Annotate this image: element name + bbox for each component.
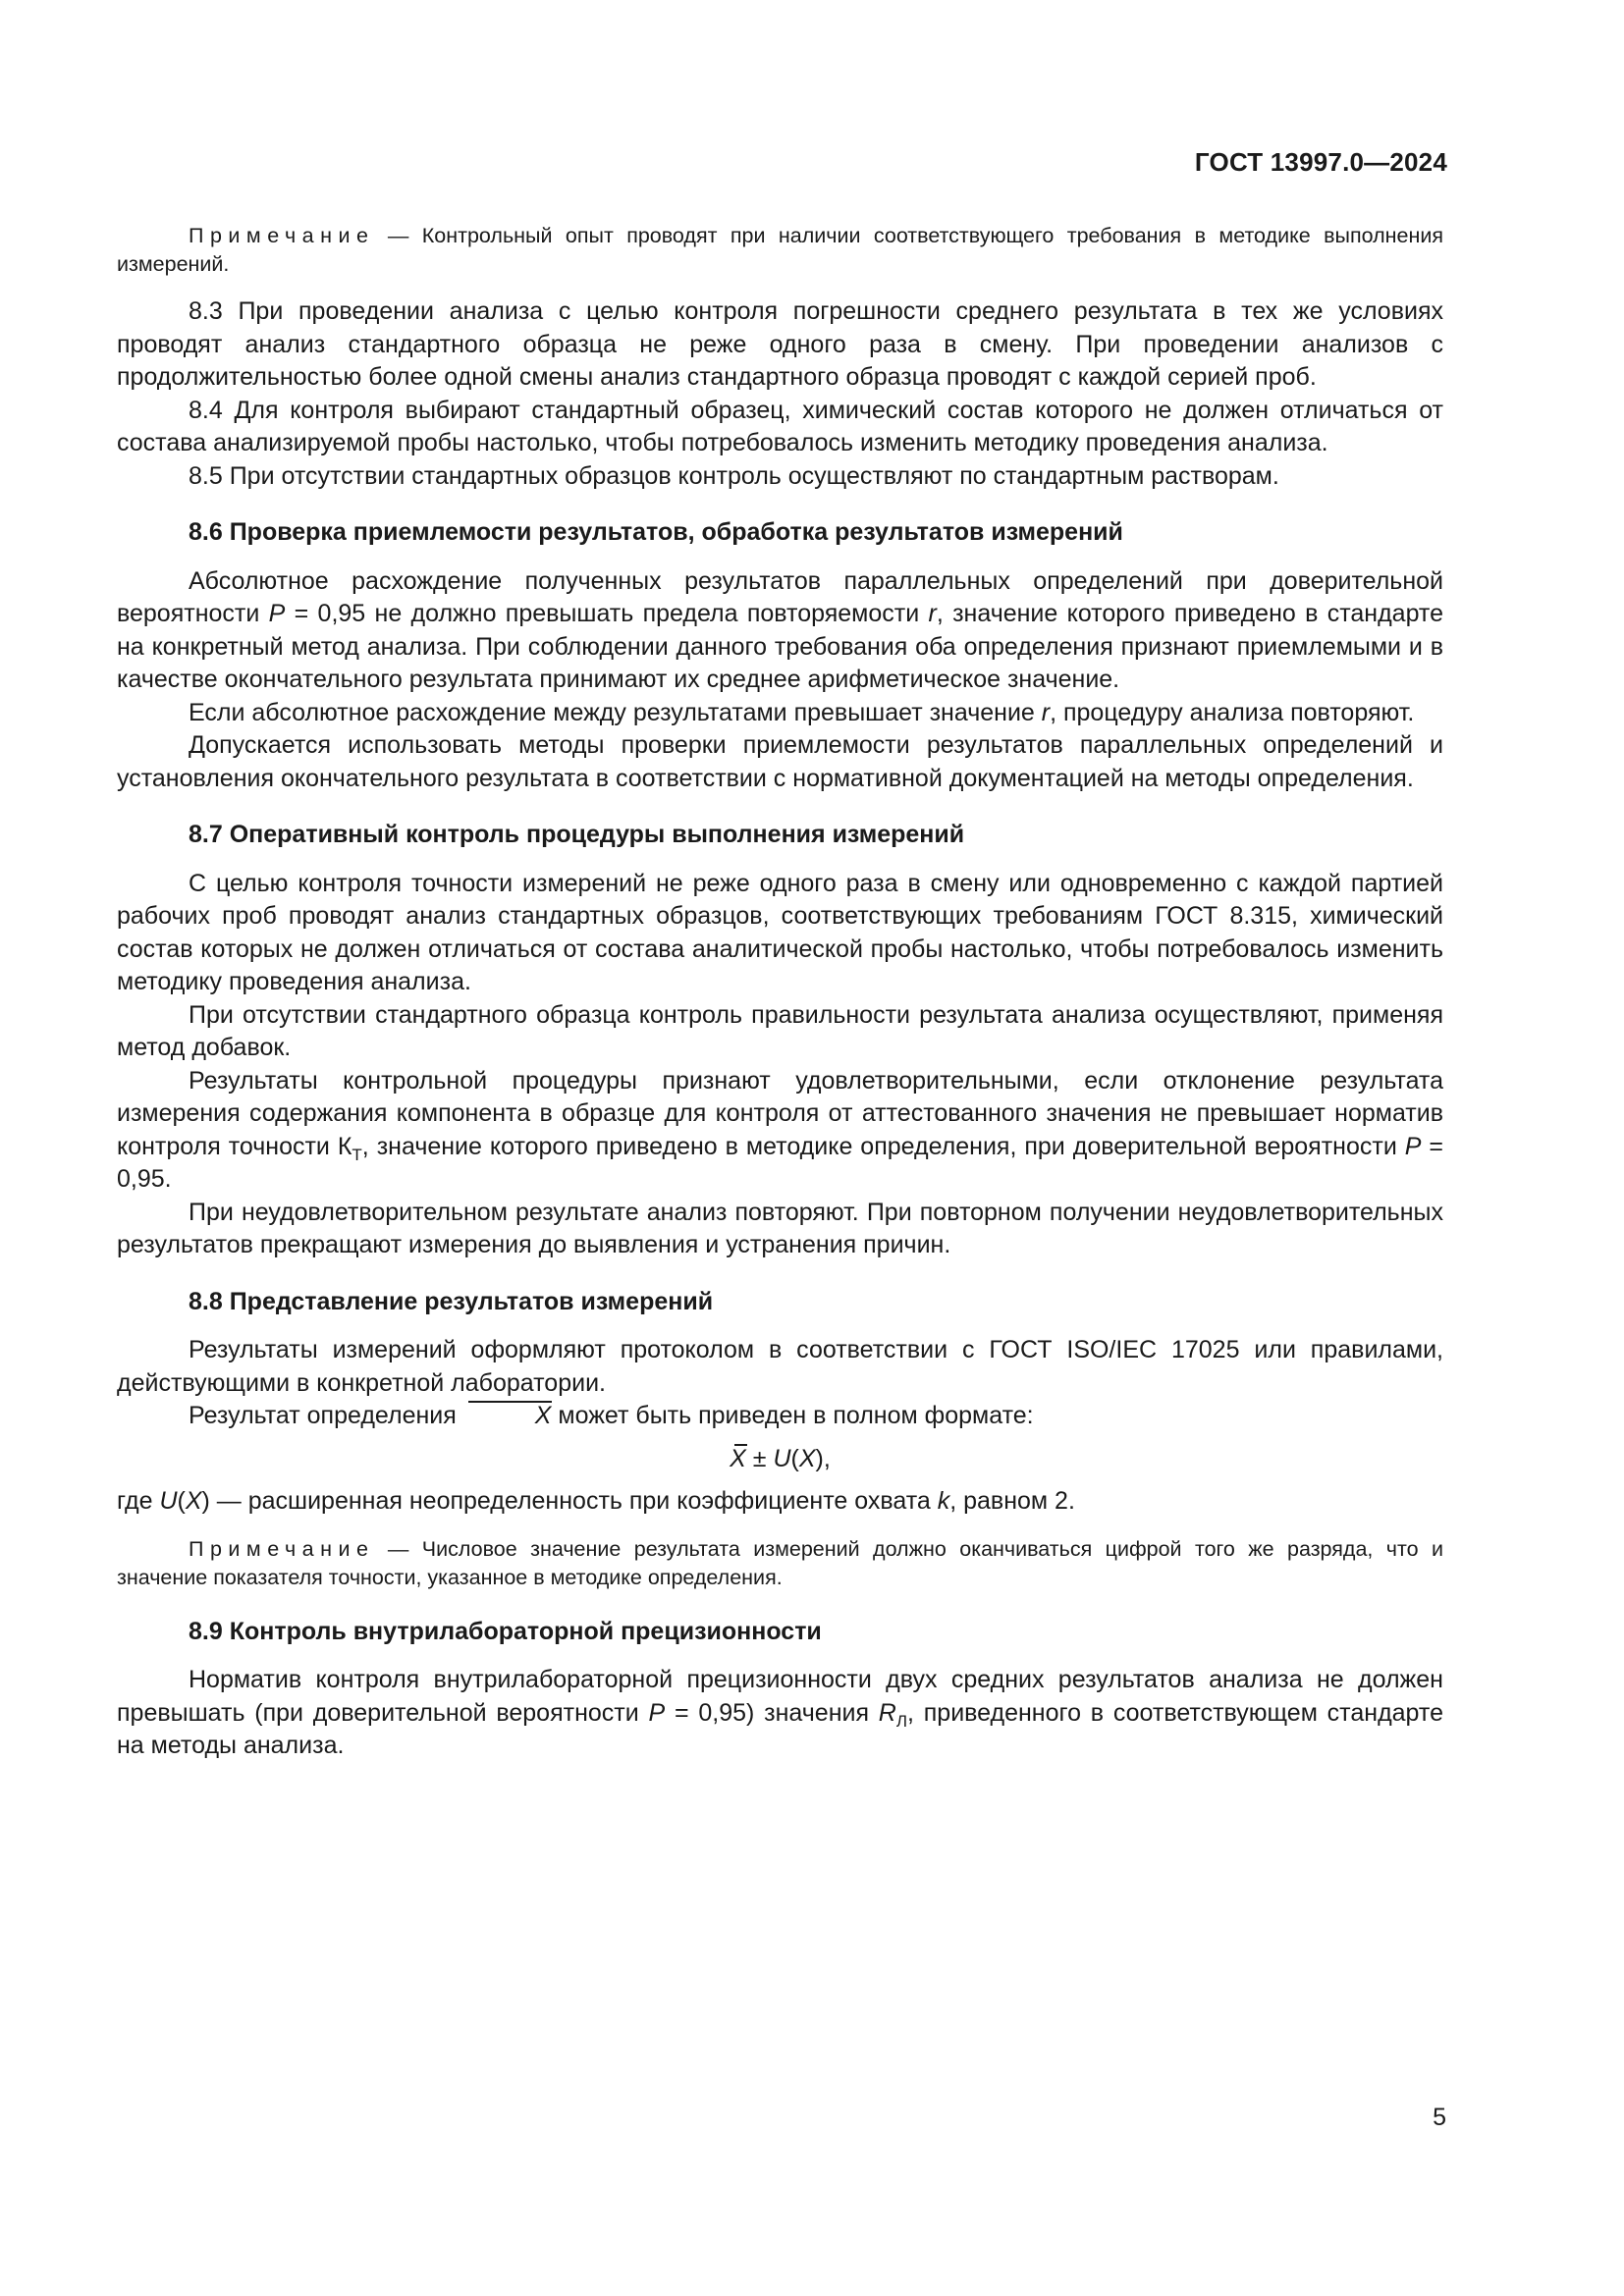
note-label: Примечание [189, 224, 375, 247]
clause-8-4: 8.4 Для контроля выбирают стандартный образец, химический состав которого не должен отличаться от состава анализируемой пробы настолько, чтобы потребовалось изменить методику проведения анализа. [117, 396, 1443, 456]
clause-8-5: 8.5 При отсутствии стандартных образцов контроль осуществляют по стандартным растворам. [189, 461, 1279, 490]
document-body [117, 222, 1443, 1763]
clause-8-7-paragraph-3: Результаты контрольной процедуры признают удовлетворительными, если отклонение результата измерения содержания компонента в образце для контроля от аттестованного значения не превышает норматив контроля точности $К_Т$, значение которого приведено в методике определения, при доверительной вероятности P = 0,95. [117, 1066, 1443, 1193]
heading-8-7: 8.7 Оперативный контроль процедуры выполнения измерений [189, 821, 965, 848]
clause-8-3: 8.3 При проведении анализа с целью контроля погрешности среднего результата в тех же условиях проводят анализ стандартного образца не реже одного раза в смену. При проведении анализов с продолжительностью более одной смены анализ стандартного образца проводят с каждой серией проб. [117, 297, 1443, 391]
clause-8-9-paragraph-1: Норматив контроля внутрилабораторной прецизионности двух средних результатов анализа не должен превышать (при доверительной вероятности P = 0,95) значения $R_Л$, приведенного в соответствующем стандарте на методы анализа. [117, 1666, 1443, 1759]
note-numeric-value [117, 1535, 1443, 1592]
heading-8-9: 8.9 Контроль внутрилабораторной прецизионности [189, 1617, 822, 1645]
note-label: Примечание [189, 1536, 375, 1561]
note-text: — Контрольный опыт проводят при наличии соответствующего требования в методике выполнения измерений. [117, 224, 1443, 276]
clause-8-8-paragraph-1: Результаты измерений оформляют протоколом в соответствии с ГОСТ ISO/IEC 17025 или правилами, действующими в конкретной лаборатории. [117, 1336, 1443, 1397]
result-formula: X ± U(X), [117, 1443, 1443, 1476]
page-number: 5 [1433, 2104, 1446, 2131]
note-text: — Числовое значение результата измерений должно оканчиваться цифрой того же разряда, что и значение показателя точности, указанное в методике определения. [117, 1536, 1443, 1589]
clause-8-6-paragraph-1: Абсолютное расхождение полученных результатов параллельных определений при доверительной вероятности P = 0,95 не должно превышать предела повторяемости r, значение которого приведено в стандарте на конкретный метод анализа. При соблюдении данного требования оба определения признают приемлемыми и в качестве окончательного результата принимают их среднее арифметическое значение. [117, 566, 1443, 693]
clause-8-7-paragraph-1: С целью контроля точности измерений не реже одного раза в смену или одновременно с каждой партией рабочих проб проводят анализ стандартных образцов, соответствующих требованиям ГОСТ 8.315, химический состав которых не должен отличаться от состава аналитической пробы настолько, чтобы потребовалось изменить методику проведения анализа. [117, 869, 1443, 995]
clause-8-7-paragraph-2: При отсутствии стандартного образца контроль правильности результата анализа осуществляют, применяя метод добавок. [117, 1000, 1443, 1061]
document-code: ГОСТ 13997.0—2024 [1194, 147, 1447, 177]
clause-8-8-paragraph-2: Результат определения X может быть приведен в полном формате: [117, 1400, 1443, 1433]
heading-8-8: 8.8 Представление результатов измерений [189, 1287, 714, 1315]
heading-8-6: 8.6 Проверка приемлемости результатов, обработка результатов измерений [189, 518, 1123, 546]
formula-explanation: где U(X) — расширенная неопределенность при коэффициенте охвата k, равном 2. [117, 1487, 1075, 1515]
clause-8-7-paragraph-4: При неудовлетворительном результате анализ повторяют. При повторном получении неудовлетворительных результатов прекращают измерения до выявления и устранения причин. [117, 1198, 1443, 1258]
clause-8-6-paragraph-2: Если абсолютное расхождение между результатами превышает значение r, процедуру анализа повторяют. [189, 698, 1415, 726]
note-control-experiment [117, 222, 1443, 279]
clause-8-6-paragraph-3: Допускается использовать методы проверки приемлемости результатов параллельных определений и установления окончательного результата в соответствии с нормативной документацией на методы определения. [117, 731, 1443, 792]
